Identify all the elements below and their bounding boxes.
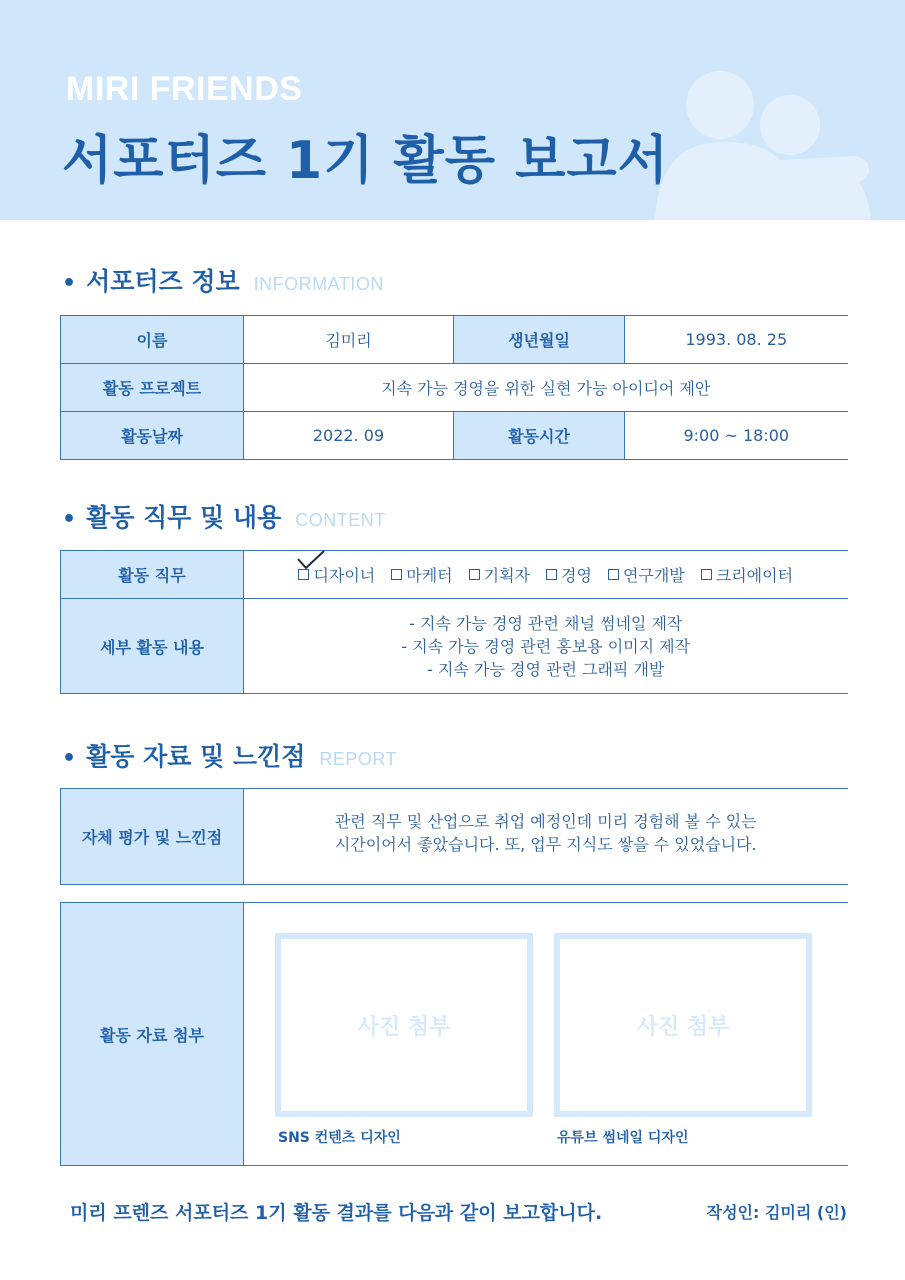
eval-line: 시간이어서 좋았습니다. 또, 업무 지식도 쌓을 수 있었습니다. xyxy=(334,834,757,854)
role-option-creator[interactable] xyxy=(701,563,793,586)
birth-value: 1993. 08. 25 xyxy=(625,316,848,364)
table-row xyxy=(61,551,848,599)
role-option-label: 마케터 xyxy=(406,566,453,585)
info-table xyxy=(60,315,848,460)
attachment-table xyxy=(60,902,848,1166)
page-title: 서포터즈 1기 활동 보고서 xyxy=(62,131,669,191)
signer: 작성인: 김미리 (인) xyxy=(706,1203,847,1222)
name-value: 김미리 xyxy=(244,316,454,364)
photo-caption: 유튜브 썸네일 디자인 xyxy=(557,1130,689,1146)
checkbox-icon xyxy=(469,569,480,580)
bullet-icon: • xyxy=(62,507,77,532)
eval-label: 자체 평가 및 느낀점 xyxy=(61,789,244,885)
bullet-icon: • xyxy=(62,746,77,771)
table-row xyxy=(61,316,848,364)
section-title-information xyxy=(62,262,384,298)
section-title-content xyxy=(62,498,386,534)
detail-list xyxy=(244,599,848,694)
checkbox-icon xyxy=(546,569,557,580)
date-value: 2022. 09 xyxy=(244,412,454,460)
table-row xyxy=(61,412,848,460)
section-title-ko: 서포터즈 정보 xyxy=(86,267,240,296)
role-options xyxy=(244,551,848,599)
header-banner xyxy=(0,0,905,220)
role-option-planner[interactable] xyxy=(469,563,530,586)
detail-item: - 지속 가능 경영 관련 채널 썸네일 제작 xyxy=(409,613,683,633)
role-option-rnd[interactable] xyxy=(608,563,685,586)
checkbox-icon xyxy=(608,569,619,580)
report-statement: 미리 프렌즈 서포터즈 1기 활동 결과를 다음과 같이 보고합니다. xyxy=(70,1202,603,1224)
time-label: 활동시간 xyxy=(454,412,625,460)
role-option-label: 연구개발 xyxy=(622,566,685,585)
role-option-label: 경영 xyxy=(561,566,592,585)
detail-item: - 지속 가능 경영 관련 그래픽 개발 xyxy=(427,659,665,679)
date-label: 활동날짜 xyxy=(61,412,244,460)
checkbox-icon xyxy=(701,569,712,580)
section-title-ko: 활동 직무 및 내용 xyxy=(86,503,282,532)
project-label: 활동 프로젝트 xyxy=(61,364,244,412)
role-option-management[interactable] xyxy=(546,563,592,586)
section-title-ko: 활동 자료 및 느낀점 xyxy=(86,742,306,771)
role-option-label: 크리에이터 xyxy=(715,566,794,585)
table-row xyxy=(61,599,848,694)
attach-area xyxy=(244,903,848,1166)
people-illustration-icon xyxy=(645,50,905,220)
attach-label: 활동 자료 첨부 xyxy=(61,903,244,1166)
checkmark-icon xyxy=(296,549,326,571)
role-option-label: 기획자 xyxy=(483,566,531,585)
photo-upload-slot[interactable]: 사진 첨부 xyxy=(554,933,812,1117)
detail-item: - 지속 가능 경영 관련 홍보용 이미지 제작 xyxy=(401,636,691,656)
photo-caption: SNS 컨텐츠 디자인 xyxy=(278,1130,401,1146)
brand-name: MIRI FRIENDS xyxy=(66,70,303,108)
section-title-en: CONTENT xyxy=(295,510,386,530)
role-option-marketer[interactable] xyxy=(391,563,452,586)
eval-text xyxy=(244,789,848,885)
photo-upload-slot[interactable]: 사진 첨부 xyxy=(275,933,533,1117)
bullet-icon: • xyxy=(62,271,77,296)
content-table xyxy=(60,550,848,694)
name-label: 이름 xyxy=(61,316,244,364)
time-value: 9:00 ~ 18:00 xyxy=(625,412,848,460)
checkbox-icon xyxy=(391,569,402,580)
role-label: 활동 직무 xyxy=(61,551,244,599)
evaluation-table xyxy=(60,788,848,885)
table-row xyxy=(61,789,848,885)
section-title-en: REPORT xyxy=(319,749,398,769)
role-option-label: 디자이너 xyxy=(313,566,376,585)
table-row xyxy=(61,364,848,412)
project-value: 지속 가능 경영을 위한 실현 가능 아이디어 제안 xyxy=(244,364,848,412)
section-title-report xyxy=(62,737,397,773)
role-option-designer[interactable] xyxy=(298,563,375,586)
detail-label: 세부 활동 내용 xyxy=(61,599,244,694)
section-title-en: INFORMATION xyxy=(253,274,384,294)
table-row xyxy=(61,903,848,1166)
eval-line: 관련 직무 및 산업으로 취업 예정인데 미리 경험해 볼 수 있는 xyxy=(334,811,757,831)
birth-label: 생년월일 xyxy=(454,316,625,364)
